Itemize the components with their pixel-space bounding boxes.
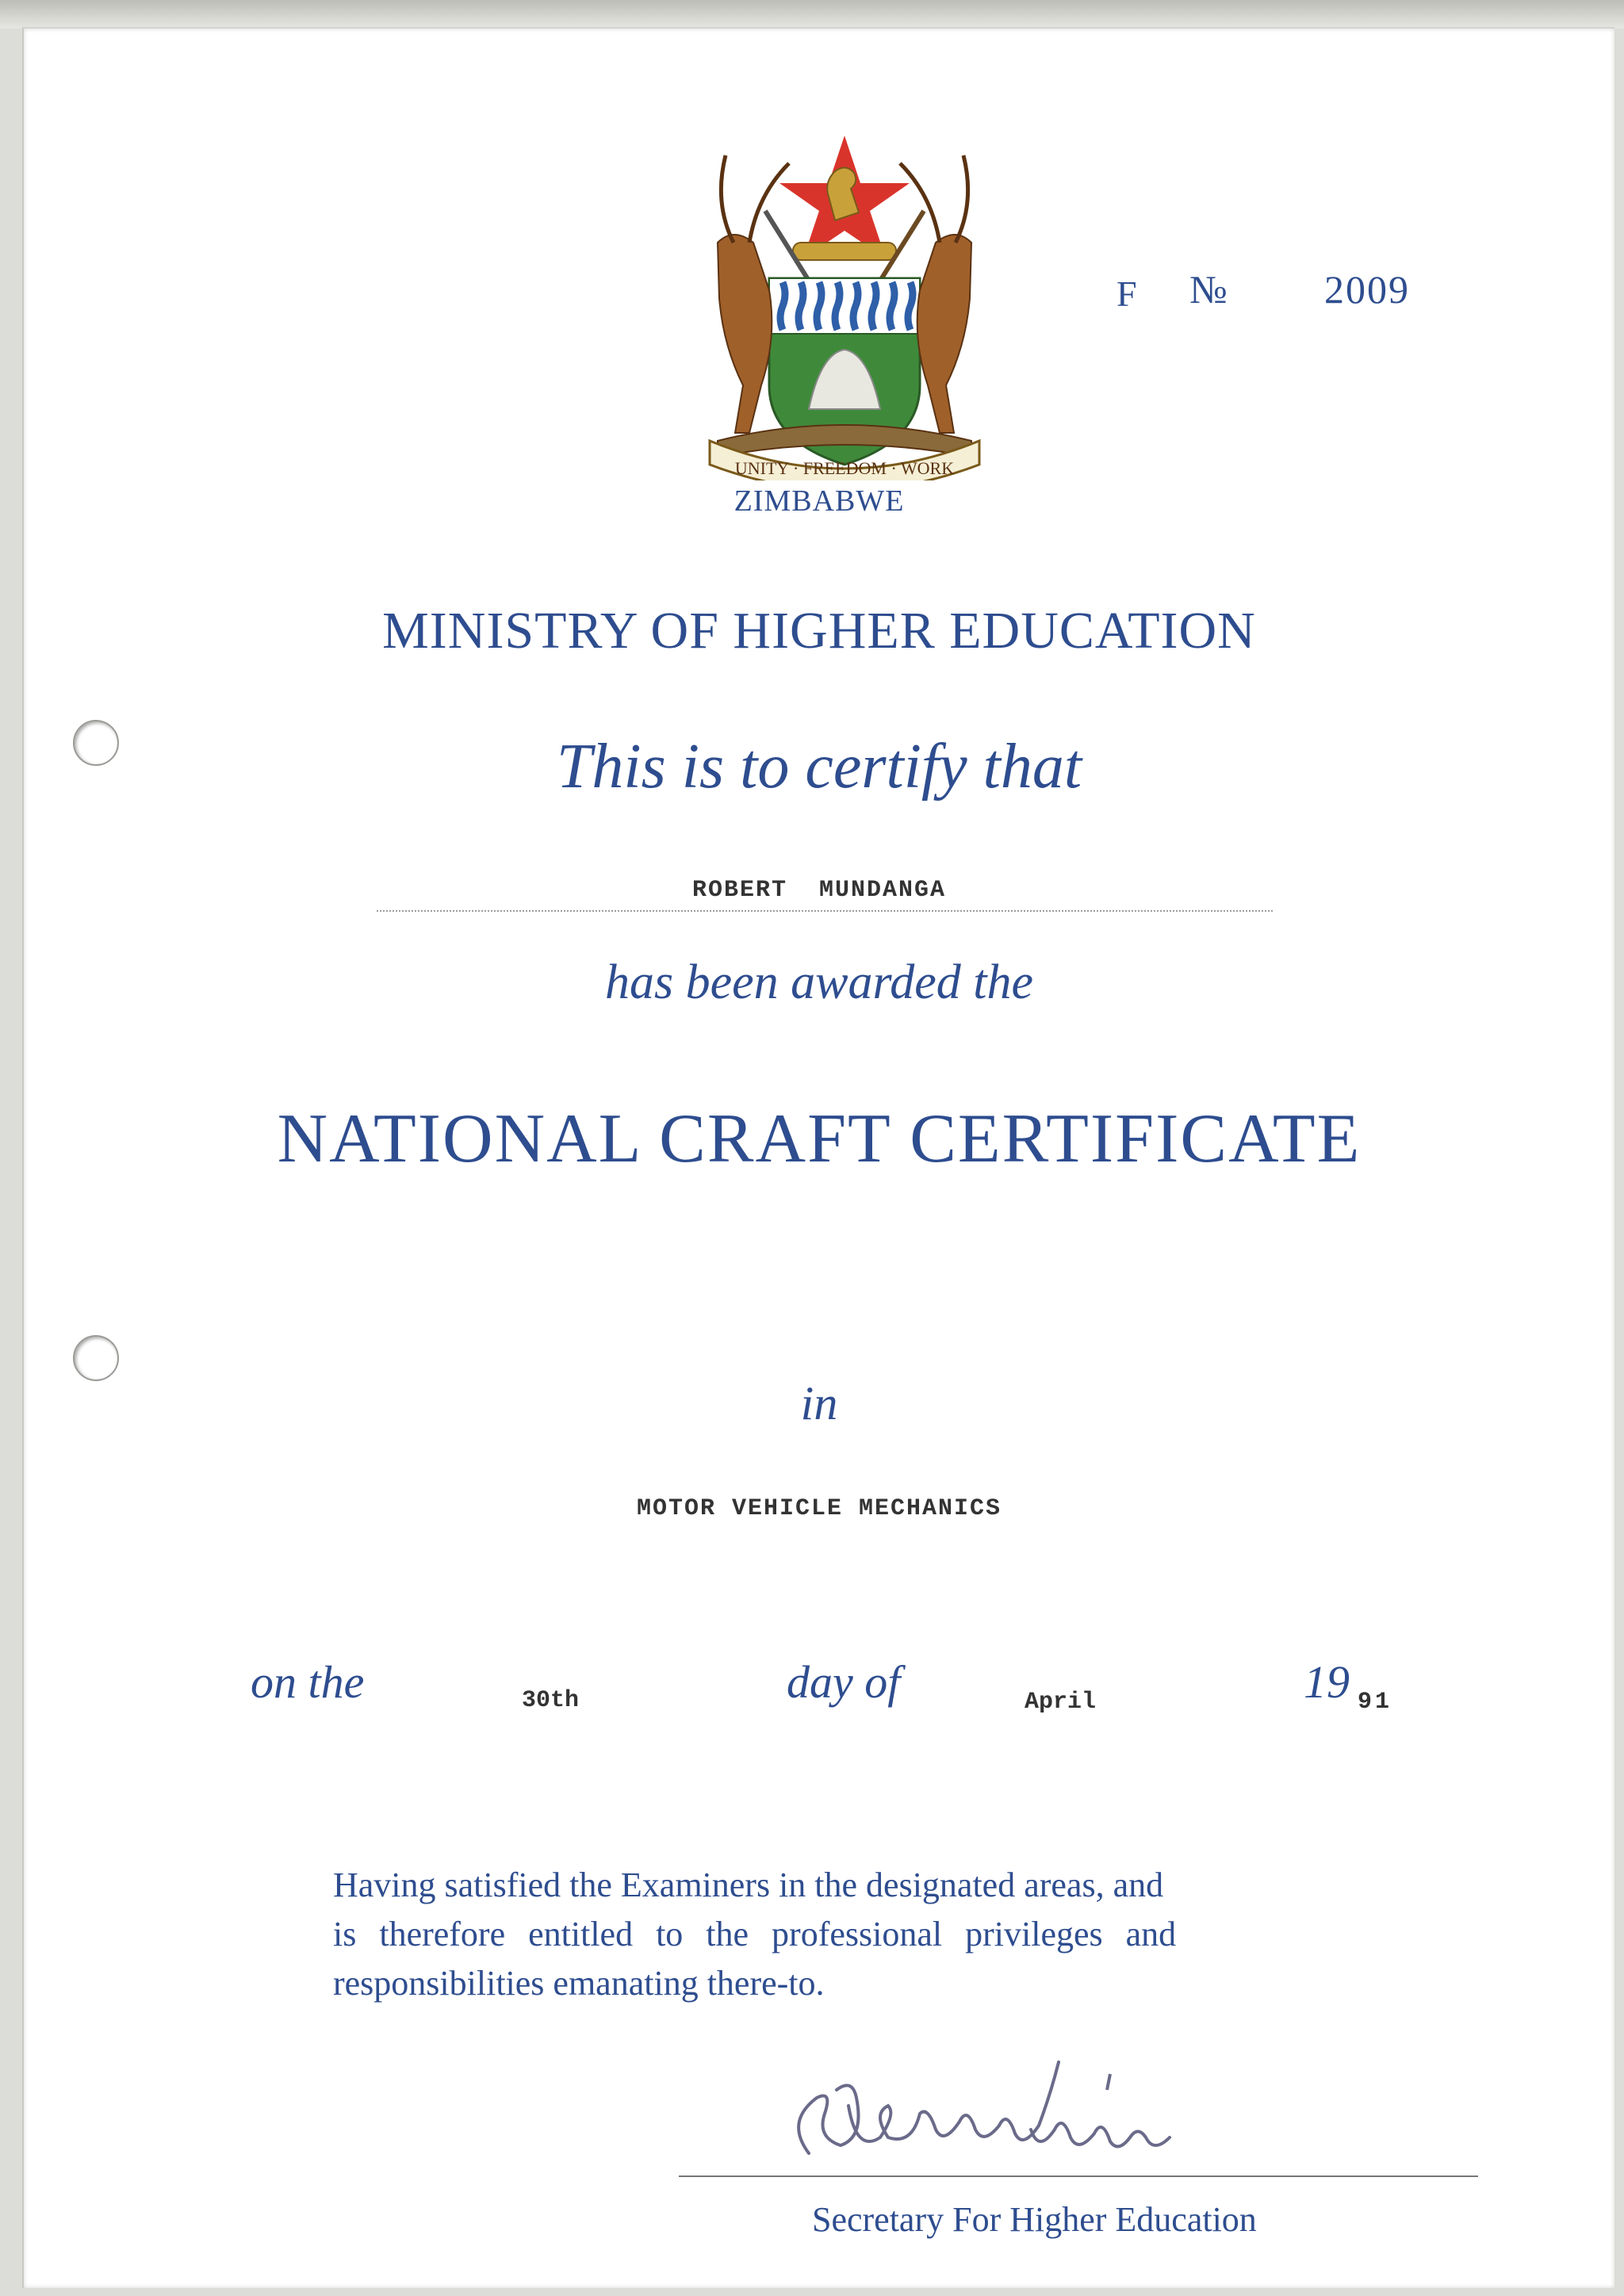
certificate-sheet (22, 27, 1614, 2288)
in-text: in (800, 1377, 838, 1429)
wreath (793, 243, 896, 260)
year-suffix: 91 (1358, 1689, 1393, 1716)
awarded-text: has been awarded the (604, 955, 1034, 1009)
signatory-title: Secretary For Higher Education (812, 2200, 1257, 2239)
recipient-name-line (377, 910, 1273, 912)
punch-hole-bottom (73, 1335, 119, 1381)
month-value: April (1025, 1689, 1097, 1716)
serial-symbol: № (1189, 267, 1228, 312)
day-of-text: day of (787, 1656, 901, 1708)
scan-top-edge (0, 0, 1624, 29)
statement-line-3: responsibilities emanating there-to. (333, 1964, 825, 2003)
serial-prefix: F (1116, 274, 1137, 314)
serial-number: 2009 (1324, 267, 1410, 312)
certify-text: This is to certify that (556, 732, 1082, 802)
on-the-text: on the (251, 1656, 365, 1708)
motto-text: UNITY · FREEDOM · WORK (734, 458, 955, 478)
recipient-name: ROBERT MUNDANGA (691, 877, 947, 904)
country-name: ZIMBABWE (733, 484, 905, 518)
handwritten-signature (777, 2058, 1269, 2193)
coat-of-arms-emblem (630, 124, 1059, 480)
ministry-heading: MINISTRY OF HIGHER EDUCATION (382, 602, 1256, 660)
day-value: 30th (522, 1687, 580, 1714)
statement-line-1: Having satisfied the Examiners in the designated areas, and (333, 1866, 1164, 1904)
certificate-title: NATIONAL CRAFT CERTIFICATE (277, 1100, 1362, 1177)
signature-line (679, 2175, 1478, 2177)
year-prefix: 19 (1304, 1656, 1350, 1708)
statement-line-2: is therefore entitled to the professional privileges and (333, 1915, 1177, 1954)
subject-name: MOTOR VEHICLE MECHANICS (636, 1495, 1002, 1522)
